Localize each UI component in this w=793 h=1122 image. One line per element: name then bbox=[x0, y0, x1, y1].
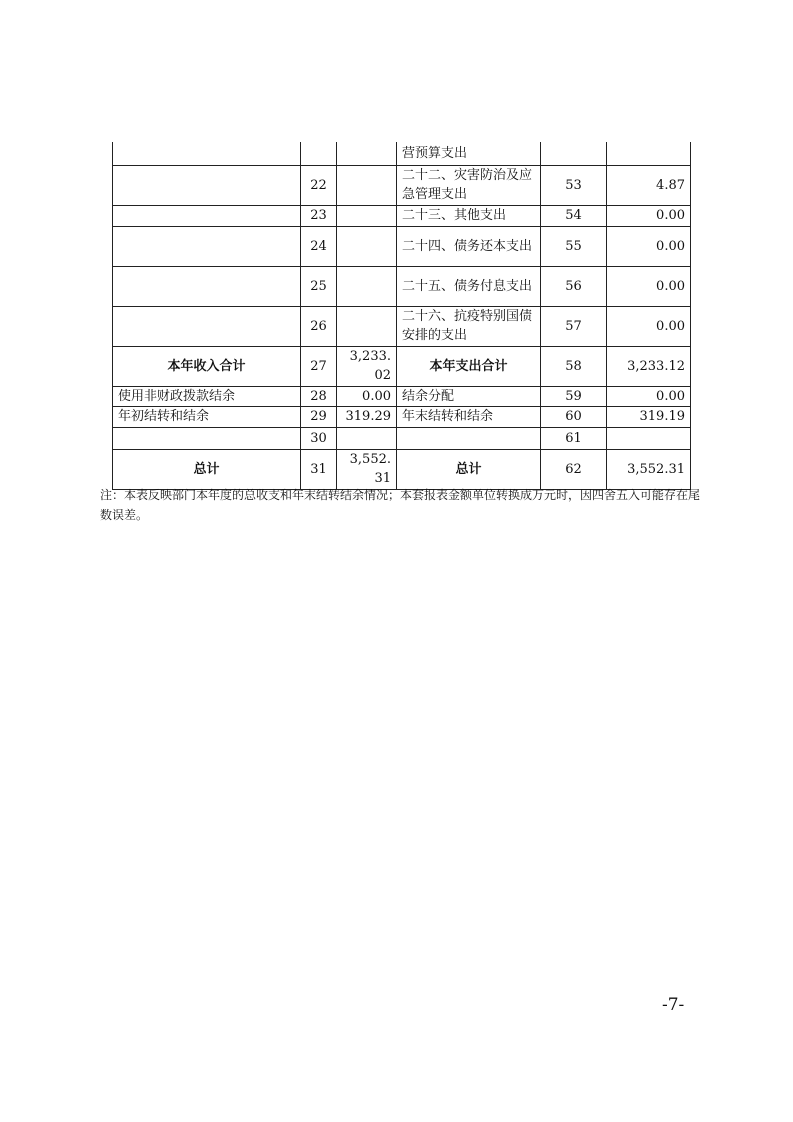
table-cell: 319.19 bbox=[607, 406, 691, 427]
table-cell: 23 bbox=[301, 205, 337, 226]
table-cell: 58 bbox=[541, 346, 607, 386]
table-cell: 本年支出合计 bbox=[397, 346, 541, 386]
table-cell: 二十五、债务付息支出 bbox=[397, 266, 541, 306]
table-cell bbox=[113, 142, 301, 165]
table-cell bbox=[113, 266, 301, 306]
table-cell: 31 bbox=[301, 449, 337, 489]
table-row bbox=[113, 142, 691, 165]
table-cell: 0.00 bbox=[337, 386, 397, 406]
table-cell: 3,233.12 bbox=[607, 346, 691, 386]
table-row bbox=[113, 165, 691, 205]
table-cell: 27 bbox=[301, 346, 337, 386]
table-cell: 总计 bbox=[113, 449, 301, 489]
table-cell bbox=[337, 427, 397, 449]
table-cell: 59 bbox=[541, 386, 607, 406]
table-row-income-total bbox=[113, 346, 691, 386]
table-cell: 0.00 bbox=[607, 306, 691, 346]
table-cell bbox=[113, 427, 301, 449]
table-cell bbox=[337, 165, 397, 205]
table-cell bbox=[337, 205, 397, 226]
table-cell bbox=[337, 142, 397, 165]
table-cell: 60 bbox=[541, 406, 607, 427]
table-row bbox=[113, 266, 691, 306]
table-cell: 29 bbox=[301, 406, 337, 427]
table-row bbox=[113, 205, 691, 226]
table-cell: 26 bbox=[301, 306, 337, 346]
table-cell: 4.87 bbox=[607, 165, 691, 205]
table-cell: 结余分配 bbox=[397, 386, 541, 406]
table-cell: 0.00 bbox=[607, 266, 691, 306]
table-cell: 二十六、抗疫特别国债安排的支出 bbox=[397, 306, 541, 346]
table-cell: 0.00 bbox=[607, 205, 691, 226]
table-cell: 25 bbox=[301, 266, 337, 306]
table-cell: 22 bbox=[301, 165, 337, 205]
table-cell: 总计 bbox=[397, 449, 541, 489]
table-cell bbox=[337, 226, 397, 266]
table-cell: 319.29 bbox=[337, 406, 397, 427]
table-cell bbox=[397, 427, 541, 449]
table-cell: 55 bbox=[541, 226, 607, 266]
table-footnote: 注：本表反映部门本年度的总收支和年末结转结余情况；本套报表金额单位转换成万元时，因四舍五入可能存在尾数误差。 bbox=[100, 488, 701, 522]
table-cell: 年初结转和结余 bbox=[113, 406, 301, 427]
table-cell: 二十三、其他支出 bbox=[397, 205, 541, 226]
table-cell bbox=[113, 226, 301, 266]
table-cell bbox=[541, 142, 607, 165]
table-cell: 二十四、债务还本支出 bbox=[397, 226, 541, 266]
table-cell: 54 bbox=[541, 205, 607, 226]
table-row bbox=[113, 306, 691, 346]
table-row-grand-total bbox=[113, 449, 691, 489]
table-cell: 56 bbox=[541, 266, 607, 306]
table-cell bbox=[113, 205, 301, 226]
table-cell: 24 bbox=[301, 226, 337, 266]
table-cell bbox=[113, 306, 301, 346]
table-cell: 本年收入合计 bbox=[113, 346, 301, 386]
table-cell: 30 bbox=[301, 427, 337, 449]
table-cell: 0.00 bbox=[607, 226, 691, 266]
table-cell bbox=[337, 306, 397, 346]
table-cell: 57 bbox=[541, 306, 607, 346]
table-cell bbox=[607, 427, 691, 449]
table-cell bbox=[607, 142, 691, 165]
table-row bbox=[113, 406, 691, 427]
table-cell: 3,552.31 bbox=[337, 449, 397, 489]
table-cell: 53 bbox=[541, 165, 607, 205]
table-row bbox=[113, 226, 691, 266]
table-cell: 0.00 bbox=[607, 386, 691, 406]
table-cell bbox=[113, 165, 301, 205]
table-cell: 3,552.31 bbox=[607, 449, 691, 489]
table-cell: 61 bbox=[541, 427, 607, 449]
table-cell bbox=[301, 142, 337, 165]
table-cell: 62 bbox=[541, 449, 607, 489]
table-cell: 二十二、灾害防治及应急管理支出 bbox=[397, 165, 541, 205]
page-number: -7- bbox=[662, 995, 685, 1015]
table-row bbox=[113, 386, 691, 406]
budget-summary-table bbox=[112, 142, 691, 490]
table-row bbox=[113, 427, 691, 449]
table-cell: 3,233.02 bbox=[337, 346, 397, 386]
table-cell: 使用非财政拨款结余 bbox=[113, 386, 301, 406]
table-cell: 年末结转和结余 bbox=[397, 406, 541, 427]
table-cell: 营预算支出 bbox=[397, 142, 541, 165]
table-cell bbox=[337, 266, 397, 306]
table-cell: 28 bbox=[301, 386, 337, 406]
